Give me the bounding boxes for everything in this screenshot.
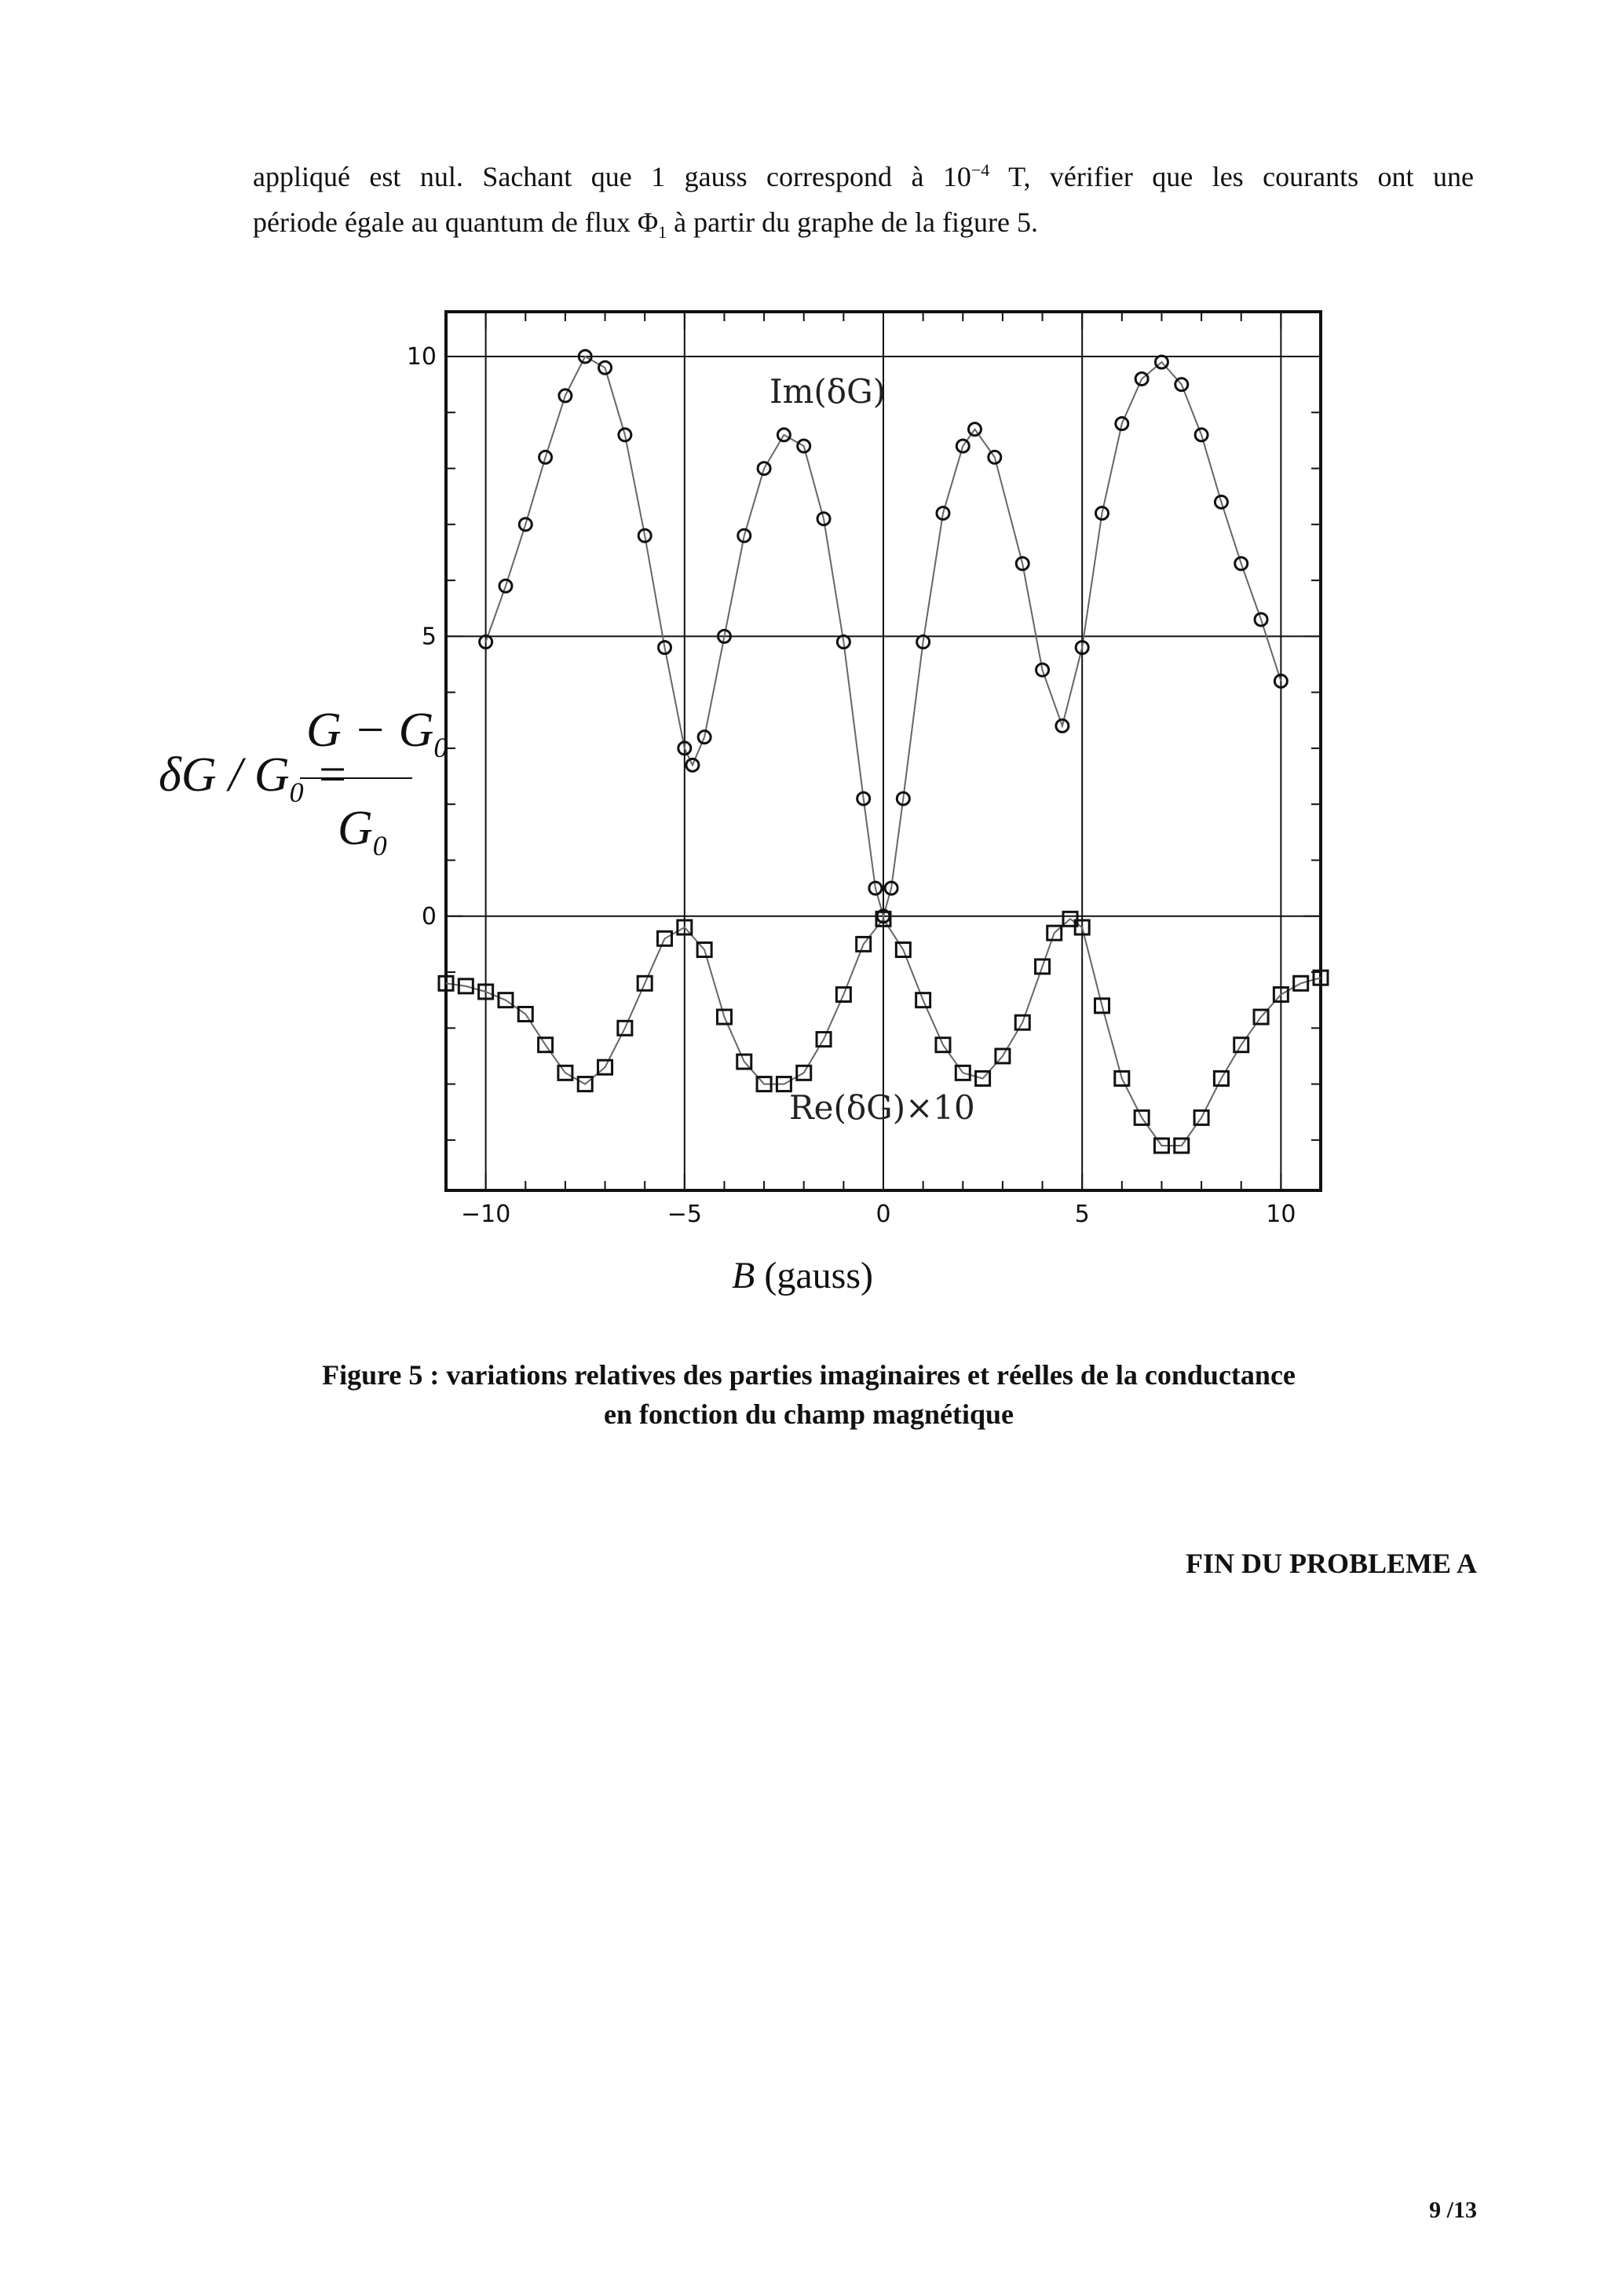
page-number: 9 /13	[1429, 2197, 1477, 2223]
svg-text:G − G0: $G - G_0$	[306, 704, 448, 763]
intro-line-1: appliqué est nul. Sachant que 1 gauss correspond à $10^{-4}$ T, vérifier que les courants ont une	[253, 160, 1474, 192]
svg-text:G0: $G_0$	[338, 802, 387, 861]
svg-text:δG / G0 =: δG / $G_0$ =	[159, 748, 349, 808]
figure-caption	[181, 1355, 1437, 1434]
x-tick-label: 10	[1266, 1201, 1296, 1228]
x-tick-label: −5	[667, 1201, 702, 1228]
y-tick-label: 10	[406, 343, 437, 371]
x-axis-label: B (gauss)	[732, 1255, 873, 1296]
x-tick-label: 0	[875, 1201, 891, 1228]
caption-line-2: en fonction du champ magnétique	[603, 1398, 1014, 1430]
exponent: −4	[971, 160, 990, 180]
x-tick-label: −10	[460, 1201, 511, 1228]
grid	[446, 312, 1321, 1190]
y-tick-label: 5	[421, 623, 437, 651]
end-of-problem: FIN DU PROBLEME A	[1185, 1548, 1477, 1579]
series-label-re: Re(δG)×10	[789, 1088, 975, 1127]
series-label-im: Im(δG)	[769, 372, 886, 411]
caption-line-1: Figure 5 : variations relatives des parties imaginaires et réelles de la conductance	[322, 1359, 1296, 1391]
figure-5	[149, 302, 1343, 1307]
y-axis-label	[159, 704, 448, 861]
intro-line-2: période égale au quantum de flux $\Phi_1$ à partir du graphe de la figure 5.	[253, 207, 1038, 243]
intro-paragraph	[253, 154, 1474, 245]
flux-symbol: Φ	[637, 207, 659, 238]
conductance-chart	[149, 302, 1343, 1307]
y-tick-label: 0	[421, 902, 437, 930]
x-tick-label: 5	[1074, 1201, 1090, 1228]
